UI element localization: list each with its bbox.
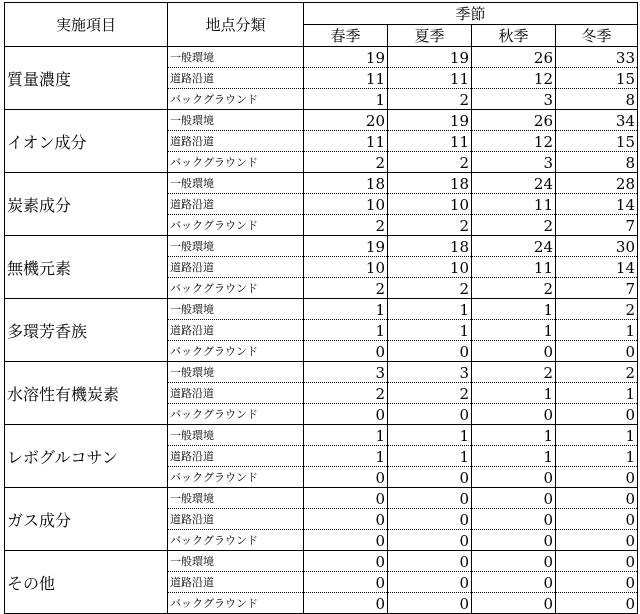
value-cell: 2 bbox=[472, 278, 556, 299]
value-cell: 2 bbox=[388, 89, 472, 110]
value-cell: 1 bbox=[304, 299, 388, 320]
value-cell: 0 bbox=[304, 404, 388, 425]
value-cell: 2 bbox=[388, 383, 472, 404]
value-cell: 1 bbox=[388, 299, 472, 320]
table-row bbox=[5, 236, 638, 257]
site-label: バックグラウンド bbox=[168, 467, 304, 488]
site-label: 道路沿道 bbox=[168, 509, 304, 530]
item-label: ガス成分 bbox=[5, 488, 168, 551]
item-label: 多環芳香族 bbox=[5, 299, 168, 362]
value-cell: 18 bbox=[388, 173, 472, 194]
table-body bbox=[5, 47, 638, 614]
value-cell: 15 bbox=[556, 131, 638, 152]
site-label: 一般環境 bbox=[168, 488, 304, 509]
site-label: 一般環境 bbox=[168, 173, 304, 194]
value-cell: 1 bbox=[472, 383, 556, 404]
value-cell: 0 bbox=[556, 467, 638, 488]
item-label: 炭素成分 bbox=[5, 173, 168, 236]
table-row bbox=[5, 551, 638, 572]
value-cell: 0 bbox=[304, 467, 388, 488]
value-cell: 11 bbox=[304, 68, 388, 89]
value-cell: 24 bbox=[472, 173, 556, 194]
header-site: 地点分類 bbox=[168, 3, 304, 47]
value-cell: 0 bbox=[556, 551, 638, 572]
value-cell: 11 bbox=[388, 131, 472, 152]
site-label: 道路沿道 bbox=[168, 68, 304, 89]
value-cell: 2 bbox=[388, 278, 472, 299]
value-cell: 34 bbox=[556, 110, 638, 131]
table-row bbox=[5, 110, 638, 131]
value-cell: 20 bbox=[304, 110, 388, 131]
value-cell: 0 bbox=[388, 551, 472, 572]
value-cell: 0 bbox=[304, 488, 388, 509]
value-cell: 11 bbox=[472, 257, 556, 278]
item-label: 無機元素 bbox=[5, 236, 168, 299]
value-cell: 8 bbox=[556, 152, 638, 173]
header-summer: 夏季 bbox=[388, 25, 472, 47]
site-label: 一般環境 bbox=[168, 551, 304, 572]
value-cell: 2 bbox=[388, 152, 472, 173]
item-label: 質量濃度 bbox=[5, 47, 168, 110]
value-cell: 0 bbox=[304, 593, 388, 614]
value-cell: 3 bbox=[304, 362, 388, 383]
header-spring: 春季 bbox=[304, 25, 388, 47]
value-cell: 2 bbox=[472, 362, 556, 383]
table-row bbox=[5, 299, 638, 320]
value-cell: 0 bbox=[556, 341, 638, 362]
value-cell: 0 bbox=[472, 488, 556, 509]
value-cell: 10 bbox=[304, 257, 388, 278]
value-cell: 2 bbox=[304, 383, 388, 404]
item-label: 水溶性有機炭素 bbox=[5, 362, 168, 425]
value-cell: 19 bbox=[388, 47, 472, 68]
value-cell: 2 bbox=[556, 299, 638, 320]
value-cell: 3 bbox=[388, 362, 472, 383]
value-cell: 2 bbox=[304, 278, 388, 299]
value-cell: 0 bbox=[304, 551, 388, 572]
value-cell: 0 bbox=[388, 530, 472, 551]
value-cell: 1 bbox=[304, 425, 388, 446]
value-cell: 0 bbox=[472, 572, 556, 593]
value-cell: 0 bbox=[304, 572, 388, 593]
value-cell: 0 bbox=[304, 530, 388, 551]
table-row bbox=[5, 47, 638, 68]
table-row bbox=[5, 488, 638, 509]
site-label: 一般環境 bbox=[168, 47, 304, 68]
value-cell: 0 bbox=[472, 404, 556, 425]
value-cell: 2 bbox=[304, 215, 388, 236]
table-row bbox=[5, 425, 638, 446]
item-label: その他 bbox=[5, 551, 168, 614]
value-cell: 3 bbox=[472, 89, 556, 110]
value-cell: 24 bbox=[472, 236, 556, 257]
header-season: 季節 bbox=[304, 3, 638, 25]
value-cell: 0 bbox=[556, 488, 638, 509]
value-cell: 2 bbox=[556, 362, 638, 383]
value-cell: 1 bbox=[472, 446, 556, 467]
value-cell: 33 bbox=[556, 47, 638, 68]
site-label: 道路沿道 bbox=[168, 320, 304, 341]
value-cell: 0 bbox=[388, 509, 472, 530]
header-autumn: 秋季 bbox=[472, 25, 556, 47]
site-label: 道路沿道 bbox=[168, 572, 304, 593]
value-cell: 2 bbox=[472, 215, 556, 236]
value-cell: 1 bbox=[556, 425, 638, 446]
value-cell: 0 bbox=[388, 404, 472, 425]
value-cell: 28 bbox=[556, 173, 638, 194]
value-cell: 0 bbox=[388, 341, 472, 362]
site-label: バックグラウンド bbox=[168, 152, 304, 173]
site-label: 道路沿道 bbox=[168, 131, 304, 152]
value-cell: 26 bbox=[472, 110, 556, 131]
table-container bbox=[4, 2, 638, 614]
value-cell: 1 bbox=[556, 446, 638, 467]
value-cell: 1 bbox=[304, 89, 388, 110]
value-cell: 0 bbox=[472, 467, 556, 488]
site-label: 一般環境 bbox=[168, 425, 304, 446]
value-cell: 0 bbox=[556, 530, 638, 551]
value-cell: 0 bbox=[388, 467, 472, 488]
value-cell: 0 bbox=[388, 572, 472, 593]
value-cell: 1 bbox=[472, 299, 556, 320]
value-cell: 1 bbox=[388, 320, 472, 341]
site-label: 道路沿道 bbox=[168, 446, 304, 467]
value-cell: 0 bbox=[472, 341, 556, 362]
value-cell: 10 bbox=[388, 257, 472, 278]
item-label: レボグルコサン bbox=[5, 425, 168, 488]
value-cell: 11 bbox=[304, 131, 388, 152]
value-cell: 0 bbox=[556, 509, 638, 530]
site-label: バックグラウンド bbox=[168, 341, 304, 362]
data-table bbox=[4, 2, 638, 614]
value-cell: 0 bbox=[472, 509, 556, 530]
value-cell: 12 bbox=[472, 131, 556, 152]
value-cell: 3 bbox=[472, 152, 556, 173]
site-label: 一般環境 bbox=[168, 299, 304, 320]
value-cell: 0 bbox=[472, 530, 556, 551]
value-cell: 1 bbox=[472, 425, 556, 446]
value-cell: 0 bbox=[388, 593, 472, 614]
value-cell: 1 bbox=[472, 320, 556, 341]
site-label: バックグラウンド bbox=[168, 215, 304, 236]
value-cell: 11 bbox=[388, 68, 472, 89]
value-cell: 8 bbox=[556, 89, 638, 110]
value-cell: 18 bbox=[304, 173, 388, 194]
value-cell: 0 bbox=[472, 593, 556, 614]
site-label: 一般環境 bbox=[168, 110, 304, 131]
item-label: イオン成分 bbox=[5, 110, 168, 173]
site-label: バックグラウンド bbox=[168, 278, 304, 299]
value-cell: 1 bbox=[304, 446, 388, 467]
value-cell: 0 bbox=[388, 488, 472, 509]
value-cell: 0 bbox=[556, 404, 638, 425]
value-cell: 1 bbox=[556, 383, 638, 404]
value-cell: 26 bbox=[472, 47, 556, 68]
value-cell: 1 bbox=[304, 320, 388, 341]
value-cell: 19 bbox=[388, 110, 472, 131]
value-cell: 0 bbox=[304, 341, 388, 362]
value-cell: 18 bbox=[388, 236, 472, 257]
table-row bbox=[5, 173, 638, 194]
value-cell: 0 bbox=[556, 572, 638, 593]
value-cell: 14 bbox=[556, 257, 638, 278]
value-cell: 1 bbox=[388, 425, 472, 446]
site-label: 道路沿道 bbox=[168, 194, 304, 215]
value-cell: 0 bbox=[472, 551, 556, 572]
value-cell: 10 bbox=[304, 194, 388, 215]
value-cell: 0 bbox=[304, 509, 388, 530]
value-cell: 11 bbox=[472, 194, 556, 215]
site-label: 一般環境 bbox=[168, 236, 304, 257]
value-cell: 19 bbox=[304, 47, 388, 68]
value-cell: 7 bbox=[556, 278, 638, 299]
site-label: 一般環境 bbox=[168, 362, 304, 383]
value-cell: 0 bbox=[556, 593, 638, 614]
value-cell: 10 bbox=[388, 194, 472, 215]
site-label: バックグラウンド bbox=[168, 593, 304, 614]
value-cell: 1 bbox=[388, 446, 472, 467]
site-label: バックグラウンド bbox=[168, 530, 304, 551]
header-winter: 冬季 bbox=[556, 25, 638, 47]
value-cell: 15 bbox=[556, 68, 638, 89]
site-label: 道路沿道 bbox=[168, 257, 304, 278]
header-item: 実施項目 bbox=[5, 3, 168, 47]
site-label: 道路沿道 bbox=[168, 383, 304, 404]
value-cell: 14 bbox=[556, 194, 638, 215]
site-label: バックグラウンド bbox=[168, 89, 304, 110]
value-cell: 19 bbox=[304, 236, 388, 257]
value-cell: 30 bbox=[556, 236, 638, 257]
value-cell: 1 bbox=[556, 320, 638, 341]
value-cell: 2 bbox=[304, 152, 388, 173]
value-cell: 12 bbox=[472, 68, 556, 89]
value-cell: 2 bbox=[388, 215, 472, 236]
value-cell: 7 bbox=[556, 215, 638, 236]
table-row bbox=[5, 362, 638, 383]
site-label: バックグラウンド bbox=[168, 404, 304, 425]
